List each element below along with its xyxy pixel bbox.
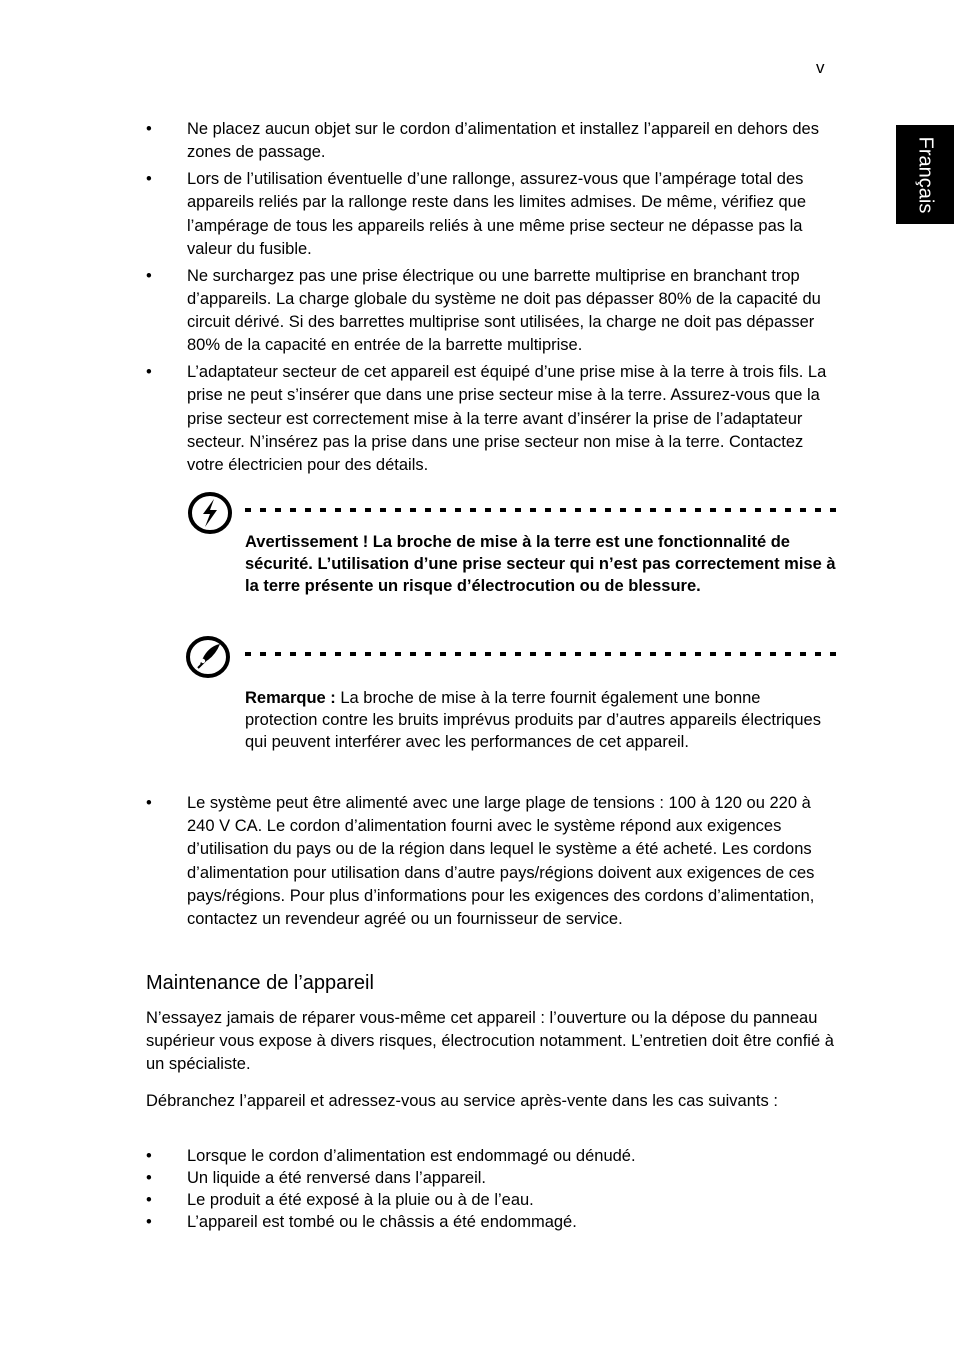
dashed-divider (245, 508, 836, 512)
maintenance-paragraph: Débranchez l’appareil et adressez-vous au service après-vente dans les cas suivants : (146, 1092, 778, 1110)
list-item: • L’adaptateur secteur de cet appareil est équipé d’une prise mise à la terre à trois fils. La prise ne peut s’insérer que dans une prise secteur mise à la terre. Assurez-vous que la prise secteur est correctement mise à la terre avant d’insérer la prise de l’adaptateur secteur. N’insérez pas la prise dans une prise secteur non mise à la terre. Contactez votre électricien pour des détails. (146, 363, 827, 474)
list-item: • Ne placez aucun objet sur le cordon d’alimentation et installez l’appareil en dehors des zones de passage. (146, 120, 819, 162)
page-number: v (816, 58, 825, 77)
section-title: Maintenance de l’appareil (146, 972, 374, 994)
list-item: • Le produit a été exposé à la pluie ou à de l’eau. (146, 1191, 534, 1209)
list-item: • Le système peut être alimenté avec une large plage de tensions : 100 à 120 ou 220 à 240 V CA. Le cordon d’alimentation fourni avec le système répond aux exigences d’utilisation du pays ou de la région dans lequel le système a été acheté. Les cordons d’alimentation pour utilisation dans d’autre pays/régions doivent aux exigences de ces pays/régions. Pour plus d’informations pour les exigences des cordons d’alimentation, contactez un revendeur agréé ou un fournisseur de service. (146, 794, 815, 929)
maintenance-bullet-list (146, 1145, 836, 1233)
dashed-divider (245, 652, 836, 656)
note-label: Remarque : (245, 689, 336, 707)
list-item: • Lorsque le cordon d’alimentation est endommagé ou dénudé. (146, 1147, 636, 1165)
list-item: • L’appareil est tombé ou le châssis a été endommagé. (146, 1213, 577, 1231)
language-tab-label: Français (914, 136, 937, 213)
lightning-warning-icon (184, 490, 232, 536)
list-item: • Ne surchargez pas une prise électrique ou une barrette multiprise en branchant trop d’appareils. La charge globale du système ne doit pas dépasser 80% de la capacité du circuit dérivé. Si des barrettes multiprise sont utilisées, la charge ne doit pas dépasser 80% de la capacité en entrée de la barrette multiprise. (146, 266, 821, 355)
safety-bullet-list (146, 118, 836, 481)
list-item: • Lors de l’utilisation éventuelle d’une rallonge, assurez-vous que l’ampérage total des appareils reliés par la rallonge reste dans les limites admises. De même, vérifiez que l’ampérage de tous les appareils reliés à une même prise secteur ne dépasse pas la valeur du fusible. (146, 170, 807, 258)
note-pen-icon (184, 634, 232, 680)
language-tab (896, 125, 954, 224)
list-item: • Un liquide a été renversé dans l’appareil. (146, 1169, 487, 1187)
note-notice (184, 634, 836, 774)
voltage-bullet-list (146, 792, 836, 931)
maintenance-paragraph: N’essayez jamais de réparer vous-même cet appareil : l’ouverture ou la dépose du panneau supérieur vous expose à divers risques, électrocution notamment. L’entretien doit être confié à un spécialiste. (146, 1009, 834, 1073)
warning-text: Avertissement ! La broche de mise à la terre est une fonctionnalité de sécurité. L’utilisation d’une prise secteur qui n’est pas correctement mise à la terre présente un risque d’électrocution ou de blessure. (245, 533, 836, 595)
warning-notice (184, 490, 836, 620)
note-text: Remarque : La broche de mise à la terre fournit également une bonne protection contre les bruits imprévus produits par d’autres appareils électriques qui peuvent interférer avec les performances de cet appareil. (245, 689, 821, 751)
